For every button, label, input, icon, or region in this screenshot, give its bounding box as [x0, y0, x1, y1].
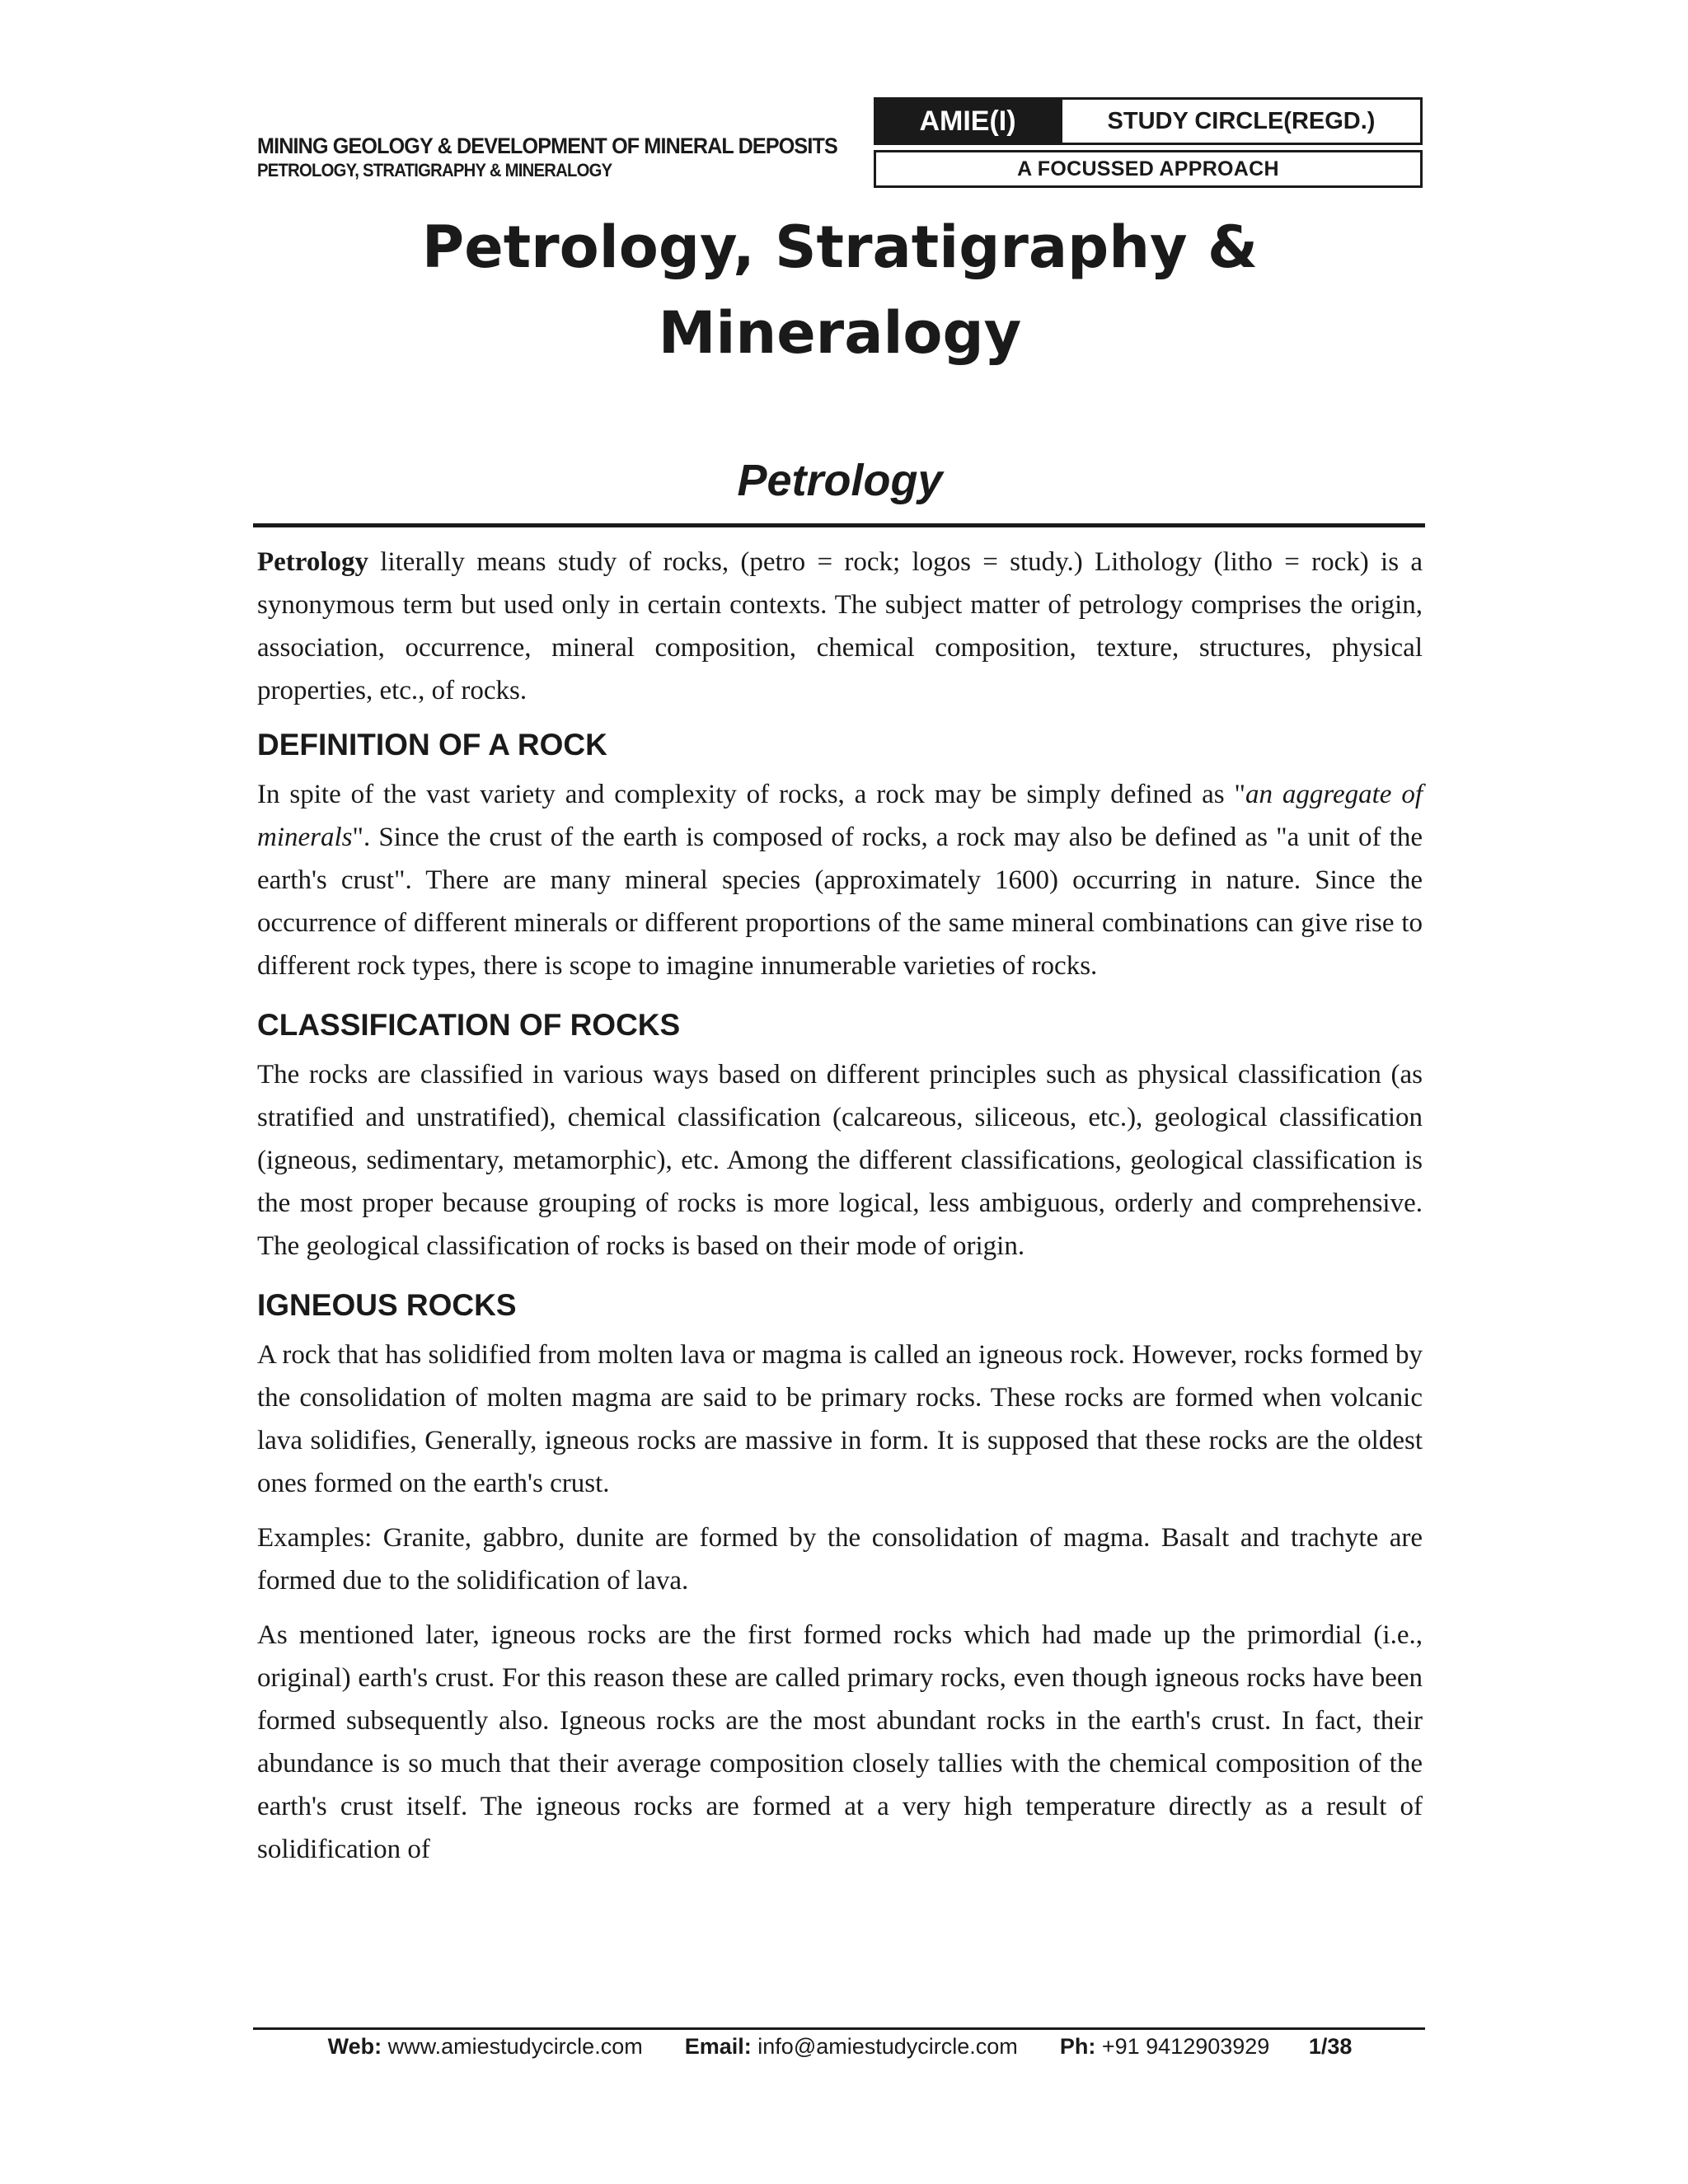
document-title-line1: Petrology, Stratigraphy & [421, 213, 1259, 281]
header-subject [257, 134, 871, 181]
definition-emphasis: an aggregate of minerals [257, 780, 1423, 852]
section-divider [253, 523, 1425, 527]
footer-divider [253, 2027, 1425, 2030]
definition-text-pre: In spite of the vast variety and complexity of rocks, a rock may be simply defined as " [257, 780, 1245, 809]
classification-paragraph: The rocks are classified in various ways based on different principles such as physical classification (as stratified and unstratified), chemical classification (calcareous, siliceous, etc.), geological classification (igneous, sedimentary, metamorphic), etc. Among the different classifications, geological classification is the most proper because grouping of rocks is more logical, less ambiguous, orderly and comprehensive. The geological classification of rocks is based on their mode of origin. [257, 1060, 1423, 1261]
footer-phone-label: Ph: [1059, 2034, 1096, 2059]
footer-email-link[interactable]: info@amiestudycircle.com [757, 2034, 1018, 2059]
definition-text-post: ". Since the crust of the earth is composed of rocks, a rock may also be defined as "a unit of the earth's crust". There are many mineral species (approximately 1600) occurring in nature. Since the occurrence of different minerals or different proportions of the same mineral combinations can give rise to different rock types, there is scope to imagine innumerable varieties of rocks. [257, 823, 1423, 981]
footer-web-link[interactable]: www.amiestudycircle.com [387, 2034, 643, 2059]
definition-paragraph [257, 773, 1423, 987]
amie-badge: AMIE(I) [874, 97, 1062, 145]
igneous-paragraph-3: As mentioned later, igneous rocks are the first formed rocks which had made up the primordial (i.e., original) earth's crust. For this reason these are called primary rocks, even though igneous rocks have been formed subsequently also. Igneous rocks are the most abundant rocks in the earth's crust. In fact, their abundance is so much that their average composition closely tallies with the chemical composition of the earth's crust itself. The igneous rocks are formed at a very high temperature directly as a result of solidification of [257, 1620, 1423, 1864]
header-subject-line1: MINING GEOLOGY & DEVELOPMENT OF MINERAL DEPOSITS [257, 134, 837, 158]
document-title [257, 204, 1423, 376]
intro-paragraph [257, 541, 1423, 712]
footer-phone-value: +91 9412903929 [1101, 2034, 1270, 2059]
header-subject-line2: PETROLOGY, STRATIGRAPHY & MINERALOGY [257, 160, 612, 180]
igneous-paragraph-2: Examples: Granite, gabbro, dunite are formed by the consolidation of magma. Basalt and trachyte are formed due to the solidification of lava. [257, 1523, 1423, 1596]
classification-heading: CLASSIFICATION OF ROCKS [257, 1008, 681, 1042]
intro-term: Petrology [257, 547, 369, 577]
definition-heading: DEFINITION OF A ROCK [257, 728, 607, 762]
igneous-heading: IGNEOUS ROCKS [257, 1288, 517, 1322]
footer-web-label: Web: [327, 2034, 382, 2059]
tagline-box: A FOCUSSED APPROACH [874, 150, 1423, 188]
study-circle-badge: STUDY CIRCLE(REGD.) [1060, 97, 1423, 145]
intro-text: literally means study of rocks, (petro = rock; logos = study.) Lithology (litho = rock) is a synonymous term but used only in certain contexts. The subject matter of petrology comprises the origin, association, occurrence, mineral composition, chemical composition, texture, structures, physical properties, etc., of rocks. [257, 547, 1423, 705]
footer-email-label: Email: [684, 2034, 752, 2059]
document-body [257, 541, 1423, 1882]
igneous-paragraph-1: A rock that has solidified from molten lava or magma is called an igneous rock. However, rocks formed by the consolidation of molten magma are said to be primary rocks. These rocks are formed when volcanic lava solidifies, Generally, igneous rocks are massive in form. It is supposed that these rocks are the oldest ones formed on the earth's crust. [257, 1340, 1423, 1498]
document-title-line2: Mineralogy [658, 299, 1022, 367]
section-title: Petrology [737, 456, 943, 505]
page-footer [257, 2034, 1423, 2060]
page-number: 1/38 [1308, 2034, 1353, 2059]
